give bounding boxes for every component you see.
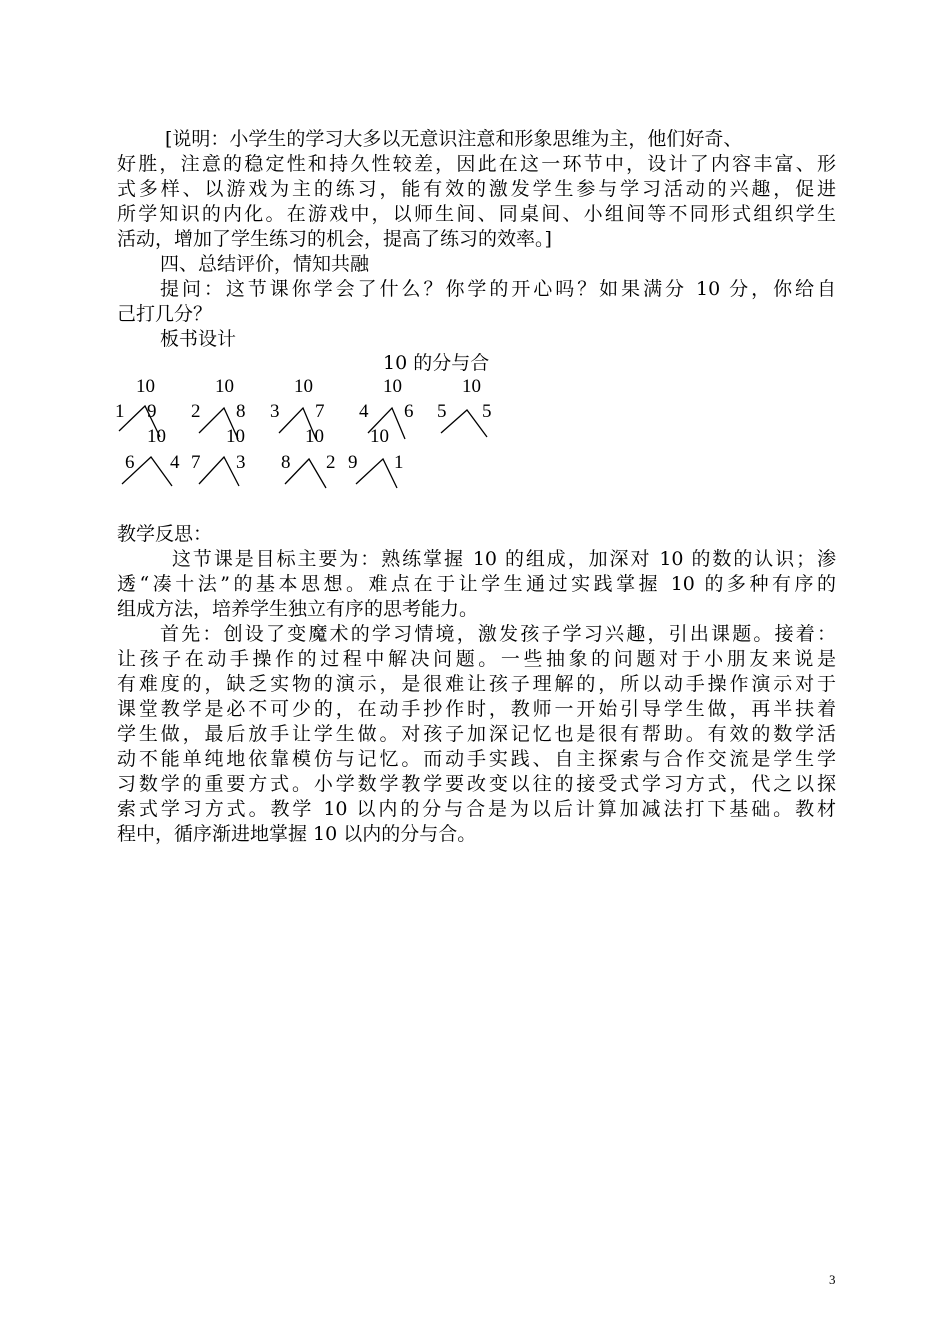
group-8-left: 8 [281,452,291,473]
reflection-p2-line-7: 习数学的重要方式。小学数学教学要改变以往的接受式学习方式，代之以探 [117,773,836,795]
note-line-4: 所学知识的内化。在游戏中，以师生间、同桌间、小组间等不同形式组织学生 [117,203,836,225]
note-line-2: 好胜，注意的稳定性和持久性较差，因此在这一环节中，设计了内容丰富、形 [117,153,836,175]
reflection-p2-line-8: 索式学习方式。教学 10 以内的分与合是为以后计算加减法打下基础。教材 [117,798,836,820]
page-number: 3 [829,1272,836,1287]
reflection-p2-line-3: 有难度的，缺乏实物的演示，是很难让孩子理解的，所以动手操作演示对于 [117,673,836,695]
group-1-left: 1 [115,401,125,422]
section-heading: 四、总结评价，情知共融 [160,253,370,275]
group-5-left: 5 [437,401,447,422]
group-9-left: 9 [348,452,358,473]
question-line-2: 己打几分？ [117,303,213,325]
group-5-right: 5 [482,401,492,422]
group-3-left: 3 [270,401,280,422]
group-3-right: 7 [315,401,325,422]
reflection-p2-line-2: 让孩子在动手操作的过程中解决问题。一些抽象的问题对于小朋友来说是 [117,648,836,670]
group-9-right: 1 [394,452,404,473]
group-7-branch [199,457,239,486]
group-5-total: 10 [462,376,481,397]
group-7-left: 7 [191,452,201,473]
group-3-total: 10 [294,376,313,397]
reflection-p2-line-9: 程中，循序渐进地掌握 10 以内的分与合。 [117,823,477,845]
group-4-left: 4 [359,401,369,422]
reflection-p1-line-2: 透“凑十法”的基本思想。难点在于让学生通过实践掌握 10 的多种有序的 [117,573,836,595]
group-6-total: 10 [147,426,166,447]
group-9-total: 10 [370,426,389,447]
reflection-p1-line-3: 组成方法，培养学生独立有序的思考能力。 [117,598,479,620]
group-6-left: 6 [125,452,135,473]
group-8-branch [285,459,326,488]
group-1-right: 9 [147,401,157,422]
board-title: 10 的分与合 [383,352,490,374]
reflection-p2-line-6: 动不能单纯地依靠模仿与记忆。而动手实践、自主探索与合作交流是学生学 [117,748,836,770]
group-4-total: 10 [383,376,402,397]
reflection-heading: 教学反思： [117,523,213,545]
note-line-5: 活动，增加了学生练习的机会，提高了练习的效率。] [117,228,552,250]
reflection-p2-line-5: 学生做，最后放手让学生做。对孩子加深记忆也是很有帮助。有效的数学活 [117,723,836,745]
group-2-left: 2 [191,401,201,422]
note-line-1: [说明：小学生的学习大多以无意识注意和形象思维为主，他们好奇、 [165,128,743,150]
reflection-p1-line-1: 这节课是目标主要为：熟练掌握 10 的组成，加深对 10 的数的认识；渗 [172,548,836,570]
group-8-total: 10 [305,426,324,447]
reflection-p2-line-1: 首先：创设了变魔术的学习情境，激发孩子学习兴趣，引出课题。接着： [160,623,836,645]
group-5-branch [441,410,487,437]
group-1-total: 10 [136,376,155,397]
group-9-branch [356,459,397,488]
question-line-1: 提问：这节课你学会了什么？你学的开心吗？如果满分 10 分，你给自 [160,278,836,300]
group-2-right: 8 [236,401,246,422]
group-4-right: 6 [404,401,414,422]
group-7-right: 3 [236,452,246,473]
group-8-right: 2 [326,452,336,473]
group-7-total: 10 [226,426,245,447]
group-6-right: 4 [170,452,180,473]
board-design-label: 板书设计 [160,328,237,350]
group-2-total: 10 [215,376,234,397]
note-line-3: 式多样、以游戏为主的练习，能有效的激发学生参与学习活动的兴趣，促进 [117,178,836,200]
reflection-p2-line-4: 课堂教学是必不可少的，在动手抄作时，教师一开始引导学生做，再半扶着 [117,698,836,720]
